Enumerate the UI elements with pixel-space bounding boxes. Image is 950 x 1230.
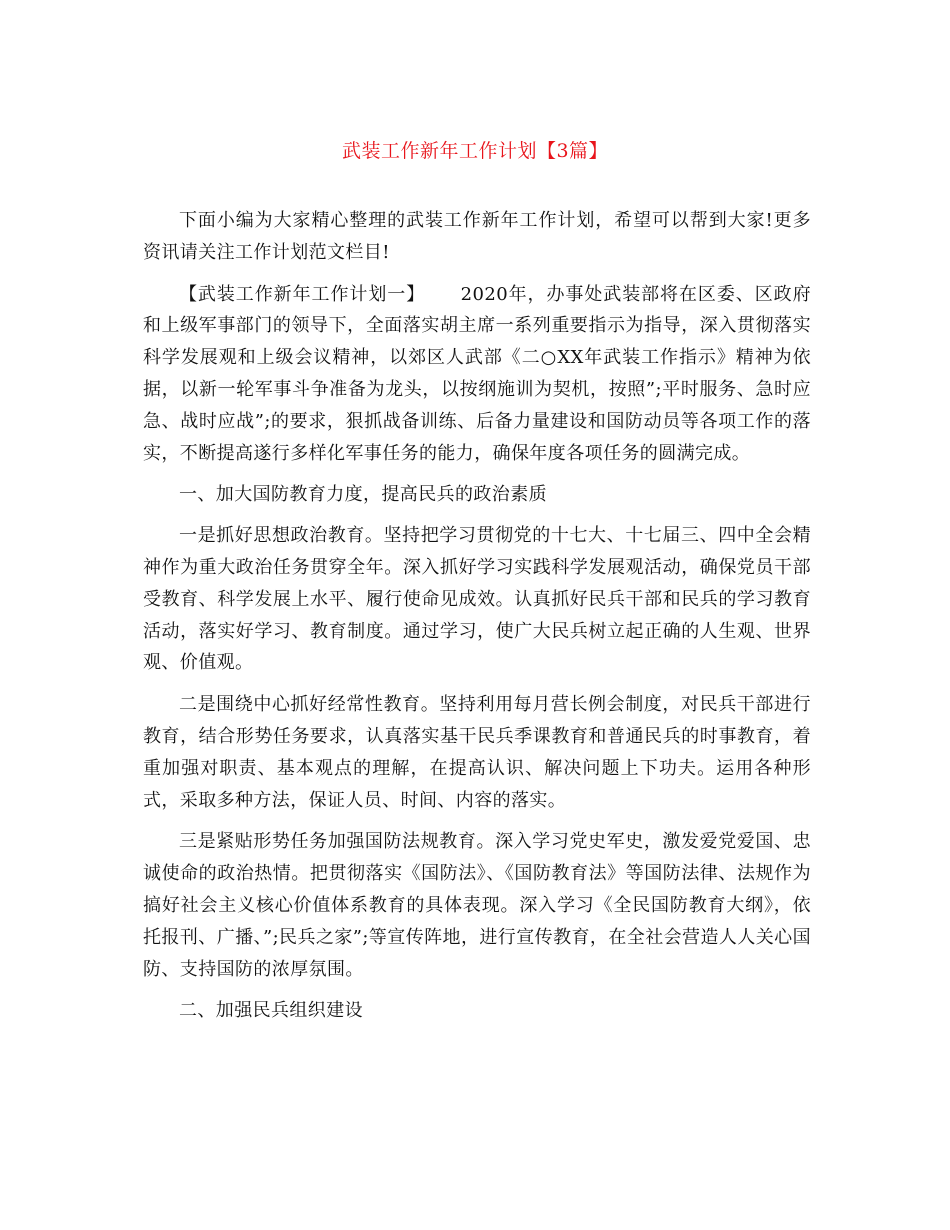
plan-one-paragraph: 【武装工作新年工作计划一】 2020年，办事处武装部将在区委、区政府和上级军事部门的领导下，全面落实胡主席一系列重要指示为指导，深入贯彻落实科学发展观和上级会议精神，以郊区人武部《二○XX年武装工作指示》精神为依据，以新一轮军事斗争准备为龙头，以按纲施训为契机，按照”;平时服务、急时应急、战时应战”;的要求，狠抓战备训练、后备力量建设和国防动员等各项工作的落实，不断提高遂行多样化军事任务的能力，确保年度各项任务的圆满完成。: [143, 283, 811, 464]
section-heading-2: 二、加强民兵组织建设: [179, 1000, 363, 1022]
body-paragraph: 二是围绕中心抓好经常性教育。坚持利用每月营长例会制度，对民兵干部进行教育，结合形势任务要求，认真落实基干民兵季课教育和普通民兵的时事教育，着重加强对职责、基本观点的理解，在提高认识、解决问题上下功夫。运用各种形式，采取多种方法，保证人员、时间、内容的落实。: [143, 694, 811, 811]
body-paragraph: 一是抓好思想政治教育。坚持把学习贯彻党的十七大、十七届三、四中全会精神作为重大政治任务贯穿全年。深入抓好学习实践科学发展观活动，确保党员干部受教育、科学发展上水平、履行使命见成效。认真抓好民兵干部和民兵的学习教育活动，落实好学习、教育制度。通过学习，使广大民兵树立起正确的人生观、世界观、价值观。: [143, 525, 811, 674]
body-paragraph: 三是紧贴形势任务加强国防法规教育。深入学习党史军史，激发爱党爱国、忠诚使命的政治热情。把贯彻落实《国防法》、《国防教育法》等国防法律、法规作为搞好社会主义核心价值体系教育的具体表现。深入学习《全民国防教育大纲》，依托报刊、广播、”;民兵之家”;等宣传阵地，进行宣传教育，在全社会营造人人关心国防、支持国防的浓厚氛围。: [143, 831, 811, 980]
document-title: 武装工作新年工作计划【3篇】: [341, 140, 609, 162]
document-body: [143, 205, 811, 1036]
intro-paragraph: 下面小编为大家精心整理的武装工作新年工作计划，希望可以帮到大家!更多资讯请关注工作计划范文栏目!: [143, 210, 811, 263]
section-heading-1: 一、加大国防教育力度，提高民兵的政治素质: [179, 484, 547, 506]
